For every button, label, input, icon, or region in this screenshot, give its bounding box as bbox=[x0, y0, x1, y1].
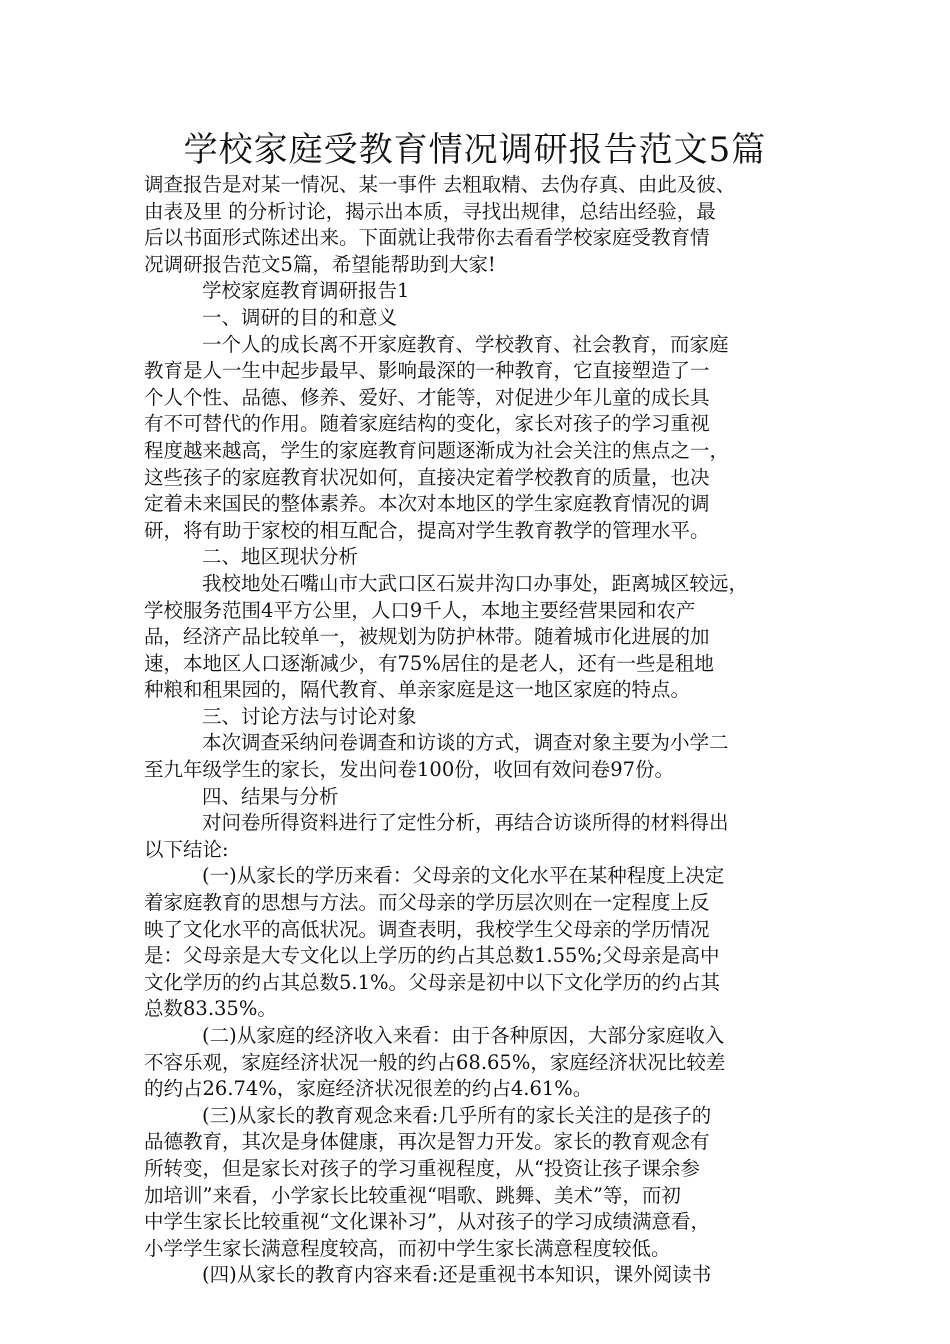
text-line: (四)从家长的教育内容来看:还是重视书本知识，课外阅读书 bbox=[202, 1263, 712, 1287]
text-line: 的约占26.74%，家庭经济状况很差的约占4.61%。 bbox=[144, 1077, 593, 1101]
text-line: 由表及里 的分析讨论，揭示出本质，寻找出规律，总结出经验，最 bbox=[144, 199, 716, 223]
text-line: 研，将有助于家校的相互配合，提高对学生教育教学的管理水平。 bbox=[144, 518, 710, 542]
text-line: 后以书面形式陈述出来。下面就让我带你去看看学校家庭受教育情 bbox=[144, 226, 710, 250]
text-line: (一)从家长的学历来看：父母亲的文化水平在某种程度上决定 bbox=[202, 864, 725, 888]
text-line: 是：父母亲是大专文化以上学历的约占其总数1.55%;父母亲是高中 bbox=[144, 944, 720, 968]
text-line: 这些孩子的家庭教育状况如何，直接决定着学校教育的质量，也决 bbox=[144, 465, 710, 489]
text-line: 中学生家长比较重视“文化课补习”，从对孩子的学习成绩满意看， bbox=[144, 1210, 710, 1234]
text-line: 品德教育，其次是身体健康，再次是智力开发。家长的教育观念有 bbox=[144, 1130, 710, 1154]
document-body bbox=[144, 172, 824, 1289]
text-line: 三、讨论方法与讨论对象 bbox=[202, 704, 417, 728]
text-line: 映了文化水平的高低状况。调查表明，我校学生父母亲的学历情况 bbox=[144, 917, 710, 941]
text-line: 一、调研的目的和意义 bbox=[202, 305, 398, 329]
text-line: 一个人的成长离不开家庭教育、学校教育、社会教育，而家庭 bbox=[202, 332, 729, 356]
text-line: 调查报告是对某一情况、某一事件 去粗取精、去伪存真、由此及彼、 bbox=[144, 173, 736, 196]
text-line: 本次调查采纳问卷调查和访谈的方式，调查对象主要为小学二 bbox=[202, 731, 729, 755]
text-line: 四、结果与分析 bbox=[202, 784, 339, 808]
document-title: 学校家庭受教育情况调研报告范文5篇 bbox=[183, 130, 767, 170]
text-line: 学校服务范围4平方公里，人口9千人，本地主要经营果园和农产 bbox=[144, 598, 696, 622]
text-line: 种粮和租果园的，隔代教育、单亲家庭是这一地区家庭的特点。 bbox=[144, 678, 691, 702]
text-line: 速，本地区人口逐渐减少，有75%居住的是老人，还有一些是租地 bbox=[144, 651, 714, 675]
text-line: 不容乐观，家庭经济状况一般的约占68.65%，家庭经济状况比较差 bbox=[144, 1050, 726, 1074]
text-line: 况调研报告范文5篇，希望能帮助到大家! bbox=[144, 252, 496, 276]
text-line: 所转变，但是家长对孩子的学习重视程度，从“投资让孩子课余参 bbox=[144, 1156, 700, 1180]
text-line: (二)从家庭的经济收入来看：由于各种原因，大部分家庭收入 bbox=[202, 1024, 725, 1047]
text-line: 程度越来越高，学生的家庭教育问题逐渐成为社会关注的焦点之一， bbox=[144, 438, 730, 462]
text-line: 定着未来国民的整体素养。本次对本地区的学生家庭教育情况的调 bbox=[144, 492, 710, 516]
text-line: (三)从家长的教育观念来看:几乎所有的家长关注的是孩子的 bbox=[202, 1103, 712, 1127]
text-line: 以下结论: bbox=[144, 837, 229, 861]
text-line: 文化学历的约占其总数5.1%。父母亲是初中以下文化学历的约占其 bbox=[144, 970, 721, 994]
text-line: 对问卷所得资料进行了定性分析，再结合访谈所得的材料得出 bbox=[202, 811, 729, 835]
text-line: 有不可替代的作用。随着家庭结构的变化，家长对孩子的学习重视 bbox=[144, 412, 710, 436]
text-line: 至九年级学生的家长，发出问卷100份，收回有效问卷97份。 bbox=[144, 758, 675, 782]
text-line: 个人个性、品德、修养、爱好、才能等，对促进少年儿童的成长具 bbox=[144, 385, 710, 409]
text-line: 加培训”来看，小学家长比较重视“唱歌、跳舞、美术”等，而初 bbox=[144, 1183, 681, 1207]
text-line: 我校地处石嘴山市大武口区石炭井沟口办事处，距离城区较远， bbox=[202, 571, 749, 595]
text-line: 教育是人一生中起步最早、影响最深的一种教育，它直接塑造了一 bbox=[144, 359, 710, 383]
text-line: 品，经济产品比较单一，被规划为防护林带。随着城市化进展的加 bbox=[144, 625, 710, 649]
text-line: 二、地区现状分析 bbox=[202, 545, 359, 569]
text-line: 学校家庭教育调研报告1 bbox=[202, 279, 410, 303]
text-line: 着家庭教育的思想与方法。而父母亲的学历层次则在一定程度上反 bbox=[144, 891, 710, 915]
text-line: 小学学生家长满意程度较高，而初中学生家长满意程度较低。 bbox=[144, 1236, 671, 1260]
text-line: 总数83.35%。 bbox=[144, 997, 277, 1021]
